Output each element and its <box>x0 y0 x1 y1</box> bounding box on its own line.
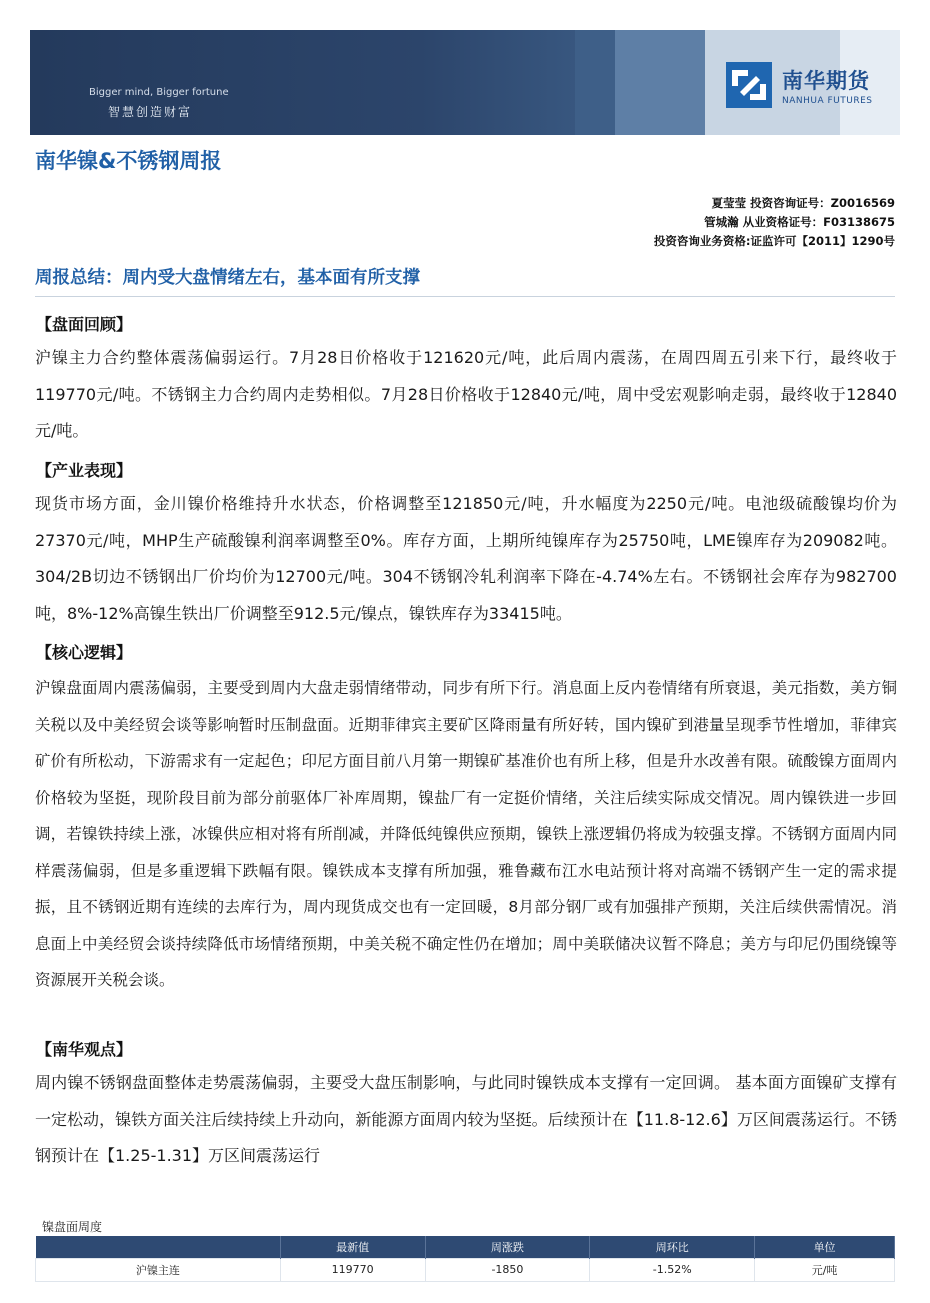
credit-line: 夏莹莹 投资咨询证号：Z0016569 <box>711 196 895 210</box>
section-heading-nanhua-view: 【南华观点】 <box>36 1040 133 1059</box>
slogan-chinese: 智慧创造财富 <box>108 105 193 119</box>
table-header-cell: 周环比 <box>590 1236 755 1258</box>
divider <box>35 296 895 297</box>
nanhua-logo-icon <box>726 62 772 108</box>
credit-line: 投资咨询业务资格:证监许可【2011】1290号 <box>653 234 895 248</box>
section-body-nanhua-view: 周内镍不锈钢盘面整体走势震荡偏弱，主要受大盘压制影响，与此同时镍铁成本支撑有一定回调。 基本面方面镍矿支撑有一定松动，镍铁方面关注后续持续上升动向，新能源方面周内较为坚挺。后续预计在【11.8-12.6】万区间震荡运行。不锈钢预计在【1.25-1.31】万区间震荡运行 <box>35 1073 897 1165</box>
logo-text-english: NANHUA FUTURES <box>782 96 873 106</box>
banner-stripe <box>615 30 705 135</box>
summary-title: 周报总结：周内受大盘情绪左右，基本面有所支撑 <box>35 268 420 288</box>
nickel-weekly-table <box>35 1236 895 1282</box>
section-body-core-logic: 沪镍盘面周内震荡偏弱，主要受到周内大盘走弱情绪带动，同步有所下行。消息面上反内卷情绪有所衰退，美元指数，美方铜关税以及中美经贸会谈等影响暂时压制盘面。近期菲律宾主要矿区降雨量有所好转，国内镍矿到港量呈现季节性增加，菲律宾矿价有所松动，下游需求有一定起色；印尼方面目前八月第一期镍矿基准价也有所上移，但是升水改善有限。硫酸镍方面周内价格较为坚挺，现阶段目前为部分前驱体厂补库周期，镍盐厂有一定挺价情绪，关注后续实际成交情况。周内镍铁进一步回调，若镍铁持续上涨，冰镍供应相对将有所削减，并降低纯镍供应预期，镍铁上涨逻辑仍将成为较强支撑。不锈钢方面周内同样震荡偏弱，但是多重逻辑下跌幅有限。镍铁成本支撑有所加强，雅鲁藏布江水电站预计将对高端不锈钢产生一定的需求提振，且不锈钢近期有连续的去库行为，周内现货成交也有一定回暖，8月部分钢厂或有加强排产预期，关注后续供需情况。消息面上中美经贸会谈持续降低市场情绪预期，中美关税不确定性仍在增加；周中美联储决议暂不降息；美方与印尼仍围绕镍等资源展开关税会谈。 <box>35 679 897 989</box>
table-cell: 沪镍主连 <box>36 1258 281 1281</box>
banner-stripe <box>575 30 615 135</box>
section-heading-core-logic: 【核心逻辑】 <box>36 643 133 662</box>
table-row <box>36 1258 895 1281</box>
table-header-cell: 单位 <box>755 1236 895 1258</box>
table-header-cell: 周涨跌 <box>425 1236 590 1258</box>
slogan-english: Bigger mind, Bigger fortune <box>89 87 229 98</box>
section-body-industry: 现货市场方面，金川镍价格维持升水状态，价格调整至121850元/吨，升水幅度为2250元/吨。电池级硫酸镍均价为27370元/吨，MHP生产硫酸镍利润率调整至0%。库存方面，上期所纯镍库存为25750吨，LME镍库存为209082吨。304/2B切边不锈钢出厂价均价为12700元/吨。304不锈钢冷轧利润率下降在-4.74%左右。不锈钢社会库存为982700吨，8%-12%高镍生铁出厂价调整至912.5元/镍点，镍铁库存为33415吨。 <box>35 494 897 623</box>
section-body-market-review: 沪镍主力合约整体震荡偏弱运行。7月28日价格收于121620元/吨，此后周内震荡，在周四周五引来下行，最终收于119770元/吨。不锈钢主力合约周内走势相似。7月28日价格收于12840元/吨，周中受宏观影响走弱，最终收于12840元/吨。 <box>35 348 897 440</box>
table-cell: -1850 <box>425 1258 590 1281</box>
table-header-cell: 最新值 <box>280 1236 425 1258</box>
table-label: 镍盘面周度 <box>42 1220 103 1234</box>
section-heading-market-review: 【盘面回顾】 <box>36 315 133 334</box>
table-cell: 119770 <box>280 1258 425 1281</box>
analyst-credits <box>654 194 895 251</box>
table-cell: 元/吨 <box>755 1258 895 1281</box>
section-heading-industry: 【产业表现】 <box>36 461 133 480</box>
table-header-cell <box>36 1236 281 1258</box>
report-title: 南华镍&不锈钢周报 <box>35 149 222 173</box>
header-banner <box>30 30 900 135</box>
credit-line: 管城瀚 从业资格证号：F03138675 <box>704 215 895 229</box>
table-header-row <box>36 1236 895 1258</box>
table-cell: -1.52% <box>590 1258 755 1281</box>
logo-text-chinese: 南华期货 <box>782 69 870 93</box>
